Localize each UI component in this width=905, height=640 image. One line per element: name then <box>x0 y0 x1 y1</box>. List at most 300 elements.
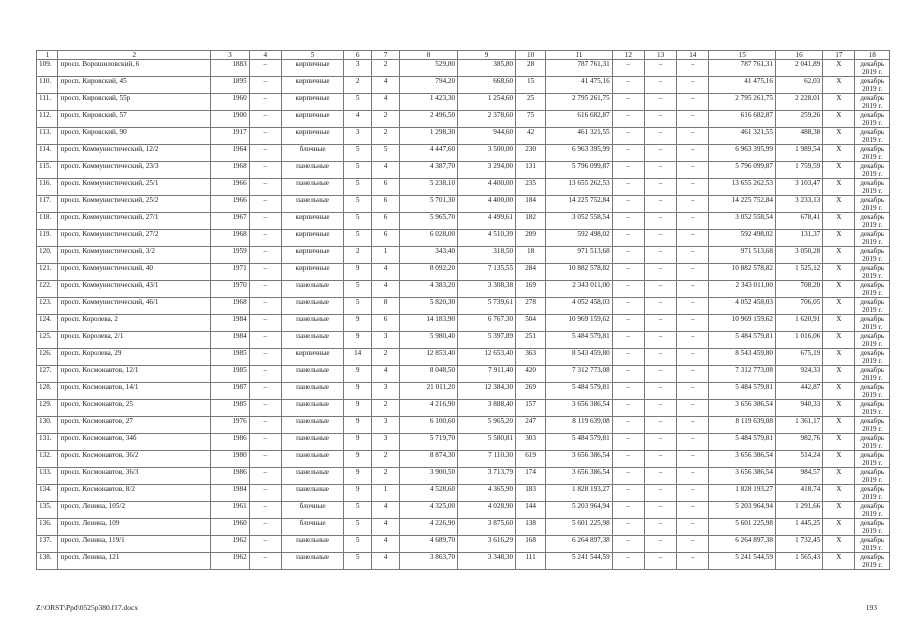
table-cell: – <box>249 60 281 77</box>
table-cell: Х <box>823 94 855 111</box>
table-cell: 14 <box>344 349 372 366</box>
table-cell: 6 <box>372 196 400 213</box>
table-cell: – <box>677 162 709 179</box>
table-cell: – <box>249 553 281 570</box>
table-cell: 3 656 386,54 <box>709 400 776 417</box>
table-cell: 3 <box>372 332 400 349</box>
table-cell: просп. Ленина, 109 <box>58 519 211 536</box>
table-cell: просп. Космонавтов, 34б <box>58 434 211 451</box>
table-cell: – <box>249 94 281 111</box>
table-cell: – <box>644 162 676 179</box>
table-cell: просп. Коммунистический, 25/1 <box>58 179 211 196</box>
table-cell: 6 264 897,38 <box>546 536 613 553</box>
table-cell: 5 <box>372 145 400 162</box>
table-cell: 529,80 <box>400 60 458 77</box>
table-row <box>37 332 890 349</box>
table-cell: 1986 <box>211 468 250 485</box>
column-header: 9 <box>458 51 516 60</box>
table-cell: – <box>612 247 644 264</box>
table-row <box>37 60 890 77</box>
table-cell: – <box>249 417 281 434</box>
table-cell: панельные <box>281 536 343 553</box>
table-cell: декабрь 2019 г. <box>855 434 890 451</box>
table-row <box>37 264 890 281</box>
table-row <box>37 298 890 315</box>
housing-table <box>36 50 890 570</box>
table-cell: – <box>249 179 281 196</box>
table-cell: кирпичные <box>281 230 343 247</box>
table-cell: 125. <box>37 332 58 349</box>
table-cell: 2 <box>372 451 400 468</box>
table-cell: 5 601 225,98 <box>709 519 776 536</box>
table-cell: просп. Космонавтов, 8/2 <box>58 485 211 502</box>
table-cell: Х <box>823 553 855 570</box>
table-cell: 25 <box>516 94 546 111</box>
table-cell: панельные <box>281 281 343 298</box>
table-cell: 6 963 395,99 <box>709 145 776 162</box>
table-cell: 5 484 579,81 <box>546 434 613 451</box>
table-cell: 420 <box>516 366 546 383</box>
table-cell: 230 <box>516 145 546 162</box>
table-cell: 130. <box>37 417 58 434</box>
table-cell: – <box>677 281 709 298</box>
table-cell: декабрь 2019 г. <box>855 485 890 502</box>
table-cell: 5 238,10 <box>400 179 458 196</box>
table-row <box>37 315 890 332</box>
table-cell: 122. <box>37 281 58 298</box>
table-cell: панельные <box>281 485 343 502</box>
table-cell: – <box>677 400 709 417</box>
table-cell: 4 <box>372 536 400 553</box>
table-cell: 1 565,43 <box>775 553 822 570</box>
table-cell: 3 888,40 <box>458 400 516 417</box>
table-cell: – <box>644 451 676 468</box>
table-cell: – <box>249 111 281 128</box>
table-cell: декабрь 2019 г. <box>855 519 890 536</box>
table-cell: 1895 <box>211 77 250 94</box>
table-cell: – <box>249 145 281 162</box>
table-cell: 4 528,60 <box>400 485 458 502</box>
table-cell: – <box>612 451 644 468</box>
table-row <box>37 519 890 536</box>
table-cell: 5 <box>344 94 372 111</box>
table-cell: 8 092,20 <box>400 264 458 281</box>
column-header: 1 <box>37 51 58 60</box>
table-cell: 157 <box>516 400 546 417</box>
table-cell: – <box>677 60 709 77</box>
table-cell: 1960 <box>211 94 250 111</box>
table-cell: 3 <box>372 383 400 400</box>
table-row <box>37 383 890 400</box>
table-cell: – <box>249 298 281 315</box>
table-cell: Х <box>823 128 855 145</box>
table-cell: 278 <box>516 298 546 315</box>
table-cell: – <box>612 366 644 383</box>
table-cell: – <box>249 230 281 247</box>
table-cell: – <box>644 485 676 502</box>
table-row <box>37 553 890 570</box>
table-cell: Х <box>823 536 855 553</box>
table-cell: 1968 <box>211 298 250 315</box>
table-cell: 1 423,30 <box>400 94 458 111</box>
table-cell: просп. Ворошиловский, 6 <box>58 60 211 77</box>
table-header-row <box>37 51 890 60</box>
table-cell: Х <box>823 264 855 281</box>
table-cell: 3 052 558,54 <box>709 213 776 230</box>
table-cell: 5 397,89 <box>458 332 516 349</box>
table-cell: 137. <box>37 536 58 553</box>
column-header: 3 <box>211 51 250 60</box>
table-cell: – <box>677 366 709 383</box>
table-cell: 4 <box>344 111 372 128</box>
table-cell: 1 828 193,27 <box>546 485 613 502</box>
table-cell: 14 183,90 <box>400 315 458 332</box>
column-header: 16 <box>775 51 822 60</box>
table-cell: 8 119 639,08 <box>546 417 613 434</box>
table-cell: – <box>249 536 281 553</box>
table-cell: 3 875,60 <box>458 519 516 536</box>
table-cell: 2 <box>344 77 372 94</box>
table-cell: 3 656 386,54 <box>546 468 613 485</box>
table-cell: 4 <box>372 94 400 111</box>
table-cell: – <box>612 213 644 230</box>
table-cell: декабрь 2019 г. <box>855 60 890 77</box>
table-cell: – <box>249 196 281 213</box>
table-cell: 675,19 <box>775 349 822 366</box>
table-cell: просп. Коммунистический, 23/3 <box>58 162 211 179</box>
table-cell: – <box>612 502 644 519</box>
table-cell: 3 656 386,54 <box>546 451 613 468</box>
table-cell: 3 656 386,54 <box>709 468 776 485</box>
table-cell: 944,60 <box>458 128 516 145</box>
table-cell: панельные <box>281 298 343 315</box>
table-cell: 787 761,31 <box>709 60 776 77</box>
table-cell: 1900 <box>211 111 250 128</box>
table-cell: 109. <box>37 60 58 77</box>
table-cell: панельные <box>281 400 343 417</box>
table-cell: 4 <box>372 162 400 179</box>
table-cell: просп. Коммунистический, 3/2 <box>58 247 211 264</box>
document-path: Z:\ORST\Ppd\0525p380.f17.docx <box>36 603 139 612</box>
column-header: 2 <box>58 51 211 60</box>
table-cell: панельные <box>281 332 343 349</box>
table-cell: панельные <box>281 434 343 451</box>
table-cell: 1 016,06 <box>775 332 822 349</box>
table-cell: – <box>249 315 281 332</box>
table-cell: 62,03 <box>775 77 822 94</box>
table-cell: просп. Коммунистический, 27/1 <box>58 213 211 230</box>
table-cell: 1984 <box>211 315 250 332</box>
table-cell: панельные <box>281 366 343 383</box>
table-cell: 9 <box>344 434 372 451</box>
table-cell: – <box>644 366 676 383</box>
table-cell: декабрь 2019 г. <box>855 349 890 366</box>
table-cell: 9 <box>344 332 372 349</box>
column-header: 17 <box>823 51 855 60</box>
table-cell: просп. Кировский, 57 <box>58 111 211 128</box>
table-cell: просп. Космонавтов, 36/3 <box>58 468 211 485</box>
table-cell: 1964 <box>211 145 250 162</box>
table-cell: 174 <box>516 468 546 485</box>
table-cell: – <box>612 519 644 536</box>
table-cell: – <box>612 230 644 247</box>
table-cell: 28 <box>516 60 546 77</box>
table-cell: 4 <box>372 366 400 383</box>
table-cell: 4 447,60 <box>400 145 458 162</box>
table-cell: 787 761,31 <box>546 60 613 77</box>
table-cell: Х <box>823 519 855 536</box>
table-cell: – <box>249 366 281 383</box>
table-cell: 3 <box>344 60 372 77</box>
table-cell: 117. <box>37 196 58 213</box>
table-cell: просп. Королева, 2/1 <box>58 332 211 349</box>
table-cell: 259,26 <box>775 111 822 128</box>
table-row <box>37 434 890 451</box>
table-cell: 5 484 579,81 <box>709 383 776 400</box>
table-cell: – <box>249 264 281 281</box>
table-cell: декабрь 2019 г. <box>855 451 890 468</box>
table-row <box>37 196 890 213</box>
table-cell: 385,80 <box>458 60 516 77</box>
table-cell: 1968 <box>211 230 250 247</box>
table-row <box>37 417 890 434</box>
table-cell: 120. <box>37 247 58 264</box>
table-cell: Х <box>823 298 855 315</box>
table-cell: 12 384,30 <box>458 383 516 400</box>
table-cell: Х <box>823 179 855 196</box>
table-cell: 126. <box>37 349 58 366</box>
column-header: 13 <box>644 51 676 60</box>
table-cell: – <box>677 247 709 264</box>
table-cell: Х <box>823 366 855 383</box>
table-cell: 2 <box>372 468 400 485</box>
table-cell: – <box>612 383 644 400</box>
table-cell: 41 475,16 <box>709 77 776 94</box>
table-cell: Х <box>823 434 855 451</box>
table-cell: 514,24 <box>775 451 822 468</box>
table-cell: – <box>677 230 709 247</box>
table-cell: 9 <box>344 451 372 468</box>
table-cell: 1986 <box>211 434 250 451</box>
table-row <box>37 179 890 196</box>
table-cell: 1 828 193,27 <box>709 485 776 502</box>
table-row <box>37 502 890 519</box>
table-cell: 1 254,60 <box>458 94 516 111</box>
table-row <box>37 468 890 485</box>
table-cell: 136. <box>37 519 58 536</box>
table-cell: 1917 <box>211 128 250 145</box>
table-cell: – <box>644 553 676 570</box>
table-cell: просп. Кировский, 45 <box>58 77 211 94</box>
table-cell: 10 969 159,62 <box>709 315 776 332</box>
table-cell: 1961 <box>211 502 250 519</box>
table-cell: 1962 <box>211 553 250 570</box>
table-cell: 3 052 558,54 <box>546 213 613 230</box>
table-cell: – <box>644 400 676 417</box>
table-cell: – <box>677 128 709 145</box>
table-cell: – <box>644 230 676 247</box>
table-cell: кирпичные <box>281 77 343 94</box>
table-cell: 5 <box>344 230 372 247</box>
table-cell: 118. <box>37 213 58 230</box>
table-cell: 5 484 579,81 <box>709 332 776 349</box>
table-cell: 1980 <box>211 451 250 468</box>
table-cell: – <box>612 298 644 315</box>
table-cell: 6 264 897,38 <box>709 536 776 553</box>
table-cell: 3 863,70 <box>400 553 458 570</box>
table-cell: 2 <box>372 111 400 128</box>
column-header: 5 <box>281 51 343 60</box>
table-cell: – <box>612 536 644 553</box>
table-cell: – <box>677 145 709 162</box>
table-cell: кирпичные <box>281 128 343 145</box>
table-cell: 1967 <box>211 213 250 230</box>
table-cell: кирпичные <box>281 213 343 230</box>
table-cell: 134. <box>37 485 58 502</box>
table-row <box>37 111 890 128</box>
table-cell: Х <box>823 417 855 434</box>
table-cell: 1 989,54 <box>775 145 822 162</box>
table-cell: 7 110,30 <box>458 451 516 468</box>
table-cell: 5 <box>344 281 372 298</box>
table-cell: 6 100,60 <box>400 417 458 434</box>
table-cell: 113. <box>37 128 58 145</box>
table-cell: – <box>249 502 281 519</box>
table-cell: 4 <box>372 502 400 519</box>
table-cell: – <box>612 264 644 281</box>
table-cell: 110. <box>37 77 58 94</box>
table-cell: декабрь 2019 г. <box>855 196 890 213</box>
table-cell: 128. <box>37 383 58 400</box>
table-cell: 129. <box>37 400 58 417</box>
table-cell: 8 <box>372 298 400 315</box>
table-cell: просп. Королева, 2 <box>58 315 211 332</box>
table-cell: – <box>249 77 281 94</box>
table-cell: 209 <box>516 230 546 247</box>
table-cell: 3 294,00 <box>458 162 516 179</box>
table-cell: 5 484 579,81 <box>709 434 776 451</box>
table-cell: декабрь 2019 г. <box>855 332 890 349</box>
table-cell: 9 <box>344 366 372 383</box>
table-cell: 2 228,01 <box>775 94 822 111</box>
table-cell: 1 361,17 <box>775 417 822 434</box>
table-cell: 668,60 <box>458 77 516 94</box>
table-cell: – <box>677 383 709 400</box>
table-cell: декабрь 2019 г. <box>855 417 890 434</box>
document-page <box>36 50 890 570</box>
table-cell: 7 911,40 <box>458 366 516 383</box>
table-cell: 5 203 964,94 <box>709 502 776 519</box>
table-cell: 3 050,28 <box>775 247 822 264</box>
table-cell: 183 <box>516 485 546 502</box>
table-cell: 3 713,79 <box>458 468 516 485</box>
table-cell: просп. Королева, 29 <box>58 349 211 366</box>
table-cell: 5 796 099,87 <box>546 162 613 179</box>
table-cell: – <box>612 332 644 349</box>
table-cell: 10 969 159,62 <box>546 315 613 332</box>
table-cell: просп. Коммунистический, 27/2 <box>58 230 211 247</box>
table-cell: 42 <box>516 128 546 145</box>
table-cell: 12 853,40 <box>400 349 458 366</box>
table-cell: просп. Коммунистический, 43/1 <box>58 281 211 298</box>
table-cell: 1971 <box>211 264 250 281</box>
table-cell: 5 <box>344 502 372 519</box>
column-header: 11 <box>546 51 613 60</box>
table-cell: – <box>612 111 644 128</box>
table-cell: просп. Коммунистический, 25/2 <box>58 196 211 213</box>
table-cell: 235 <box>516 179 546 196</box>
table-cell: 1959 <box>211 247 250 264</box>
table-cell: 3 900,50 <box>400 468 458 485</box>
table-cell: – <box>644 349 676 366</box>
table-cell: декабрь 2019 г. <box>855 315 890 332</box>
table-cell: – <box>644 128 676 145</box>
table-cell: 5 701,30 <box>400 196 458 213</box>
table-cell: 971 513,68 <box>546 247 613 264</box>
table-cell: 3 348,30 <box>458 553 516 570</box>
table-cell: – <box>677 485 709 502</box>
table-cell: 10 882 578,82 <box>709 264 776 281</box>
table-cell: 7 135,55 <box>458 264 516 281</box>
table-row <box>37 400 890 417</box>
table-cell: – <box>644 77 676 94</box>
table-cell: декабрь 2019 г. <box>855 77 890 94</box>
table-cell: – <box>677 332 709 349</box>
table-cell: декабрь 2019 г. <box>855 145 890 162</box>
table-cell: 592 498,02 <box>546 230 613 247</box>
table-row <box>37 213 890 230</box>
table-row <box>37 162 890 179</box>
table-cell: 132. <box>37 451 58 468</box>
table-cell: кирпичные <box>281 247 343 264</box>
table-cell: 131. <box>37 434 58 451</box>
table-cell: 442,87 <box>775 383 822 400</box>
table-cell: просп. Космонавтов, 27 <box>58 417 211 434</box>
table-cell: 5 <box>344 536 372 553</box>
table-cell: просп. Ленина, 105/2 <box>58 502 211 519</box>
table-cell: декабрь 2019 г. <box>855 111 890 128</box>
table-cell: блочные <box>281 519 343 536</box>
table-cell: Х <box>823 315 855 332</box>
table-cell: 9 <box>344 315 372 332</box>
table-cell: – <box>249 400 281 417</box>
table-cell: Х <box>823 196 855 213</box>
table-cell: просп. Коммунистический, 12/2 <box>58 145 211 162</box>
table-cell: 13 655 262,53 <box>546 179 613 196</box>
table-cell: 2 378,60 <box>458 111 516 128</box>
table-cell: 5 796 099,87 <box>709 162 776 179</box>
table-cell: декабрь 2019 г. <box>855 179 890 196</box>
table-cell: 9 <box>344 485 372 502</box>
table-cell: 4 400,00 <box>458 196 516 213</box>
table-cell: 138. <box>37 553 58 570</box>
table-cell: 3 <box>372 434 400 451</box>
table-cell: Х <box>823 349 855 366</box>
table-cell: – <box>612 145 644 162</box>
table-cell: 5 965,70 <box>400 213 458 230</box>
table-cell: 111. <box>37 94 58 111</box>
table-cell: 14 225 752,84 <box>546 196 613 213</box>
table-cell: 1 <box>372 247 400 264</box>
table-cell: панельные <box>281 162 343 179</box>
table-cell: – <box>644 536 676 553</box>
table-cell: 343,40 <box>400 247 458 264</box>
table-cell: – <box>644 468 676 485</box>
table-cell: 4 510,39 <box>458 230 516 247</box>
table-cell: 1 759,59 <box>775 162 822 179</box>
table-cell: 4 052 458,03 <box>546 298 613 315</box>
table-cell: просп. Кировский, 90 <box>58 128 211 145</box>
